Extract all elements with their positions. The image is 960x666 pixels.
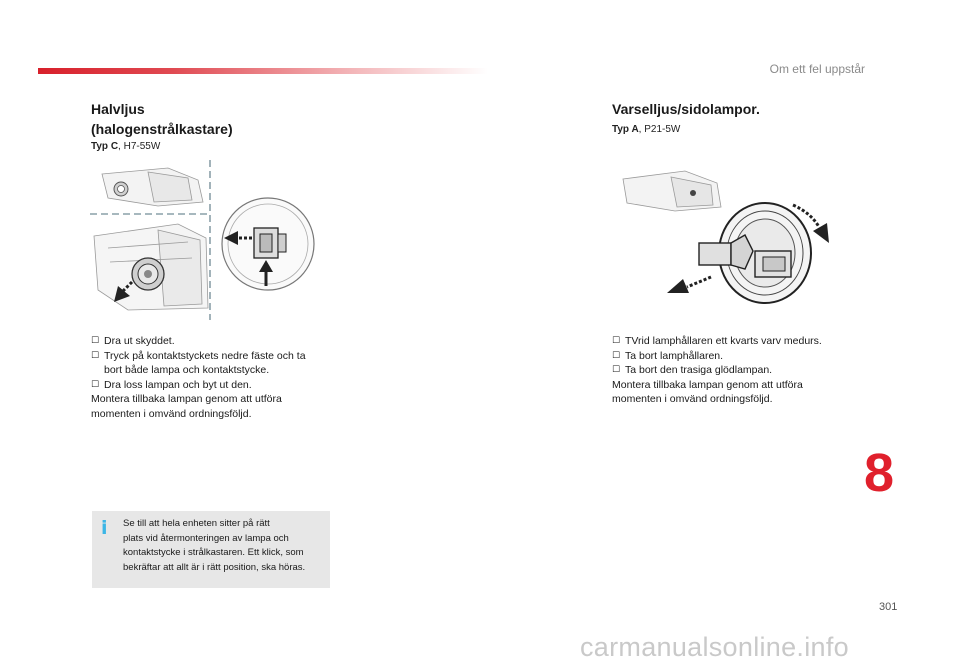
- left-lamp-type: [91, 141, 160, 152]
- chapter-header-title: Om ett fel uppstår: [769, 62, 865, 76]
- closing-text-line: momenten i omvänd ordningsföljd.: [612, 393, 773, 405]
- closing-text-line: Montera tillbaka lampan genom att utföra: [612, 378, 803, 391]
- header-accent-bar: [38, 68, 488, 74]
- left-instructions: [91, 334, 341, 421]
- step-text: Dra ut skyddet.: [104, 335, 175, 347]
- instruction-step: [91, 378, 341, 393]
- checkbox-icon: ☐: [612, 350, 621, 361]
- step-text: Ta bort lamphållaren.: [625, 349, 724, 362]
- page-number: 301: [879, 601, 898, 613]
- side-lamp-illustration: [615, 165, 845, 305]
- instruction-step-continuation: [91, 363, 341, 378]
- chapter-number: 8: [864, 443, 895, 503]
- info-note-box: [92, 511, 330, 588]
- instruction-step: [91, 334, 341, 349]
- right-lamp-type: [612, 124, 680, 135]
- left-type-label: Typ C: [91, 141, 119, 152]
- info-line: bekräftar att allt är i rätt position, ska höras.: [123, 561, 306, 573]
- left-title-line2: (halogenstrålkastare): [91, 121, 233, 137]
- info-note-text: [123, 517, 325, 575]
- step-text: bort både lampa och kontaktstycke.: [104, 364, 270, 376]
- instruction-step: [91, 349, 341, 364]
- step-text: Ta bort den trasiga glödlampan.: [625, 364, 773, 376]
- checkbox-icon: ☐: [612, 336, 621, 346]
- checkbox-icon: ☐: [91, 350, 100, 361]
- right-instructions: [612, 334, 872, 407]
- info-line: plats vid återmonteringen av lampa och: [123, 532, 289, 544]
- checkbox-icon: ☐: [612, 365, 621, 375]
- closing-text-line: Montera tillbaka lampan genom att utföra: [91, 393, 282, 405]
- checkbox-icon: ☐: [91, 379, 100, 390]
- right-type-value: , P21-5W: [638, 124, 681, 135]
- instruction-step: [612, 349, 872, 364]
- left-title-line1: Halvljus: [91, 101, 145, 117]
- instruction-step: [612, 334, 872, 349]
- info-line: kontaktstycke i strålkastaren. Ett klick, som: [123, 547, 304, 558]
- watermark-text: carmanualsonline.info: [580, 632, 849, 662]
- headlamp-illustration: [88, 158, 333, 328]
- left-section-title: [91, 99, 233, 139]
- right-section-title: Varselljus/sidolampor.: [612, 101, 760, 117]
- step-text: TVrid lamphållaren ett kvarts varv medurs.: [625, 335, 822, 347]
- right-type-label: Typ A: [612, 124, 639, 135]
- info-line: Se till att hela enheten sitter på rätt: [123, 518, 270, 529]
- step-text: Dra loss lampan och byt ut den.: [104, 378, 252, 391]
- checkbox-icon: ☐: [91, 336, 100, 346]
- step-text: Tryck på kontaktstyckets nedre fäste och ta: [104, 349, 306, 362]
- info-icon: i: [101, 517, 108, 539]
- closing-text-line: momenten i omvänd ordningsföljd.: [91, 407, 252, 420]
- instruction-step: [612, 363, 872, 378]
- left-type-value: , H7-55W: [118, 141, 161, 152]
